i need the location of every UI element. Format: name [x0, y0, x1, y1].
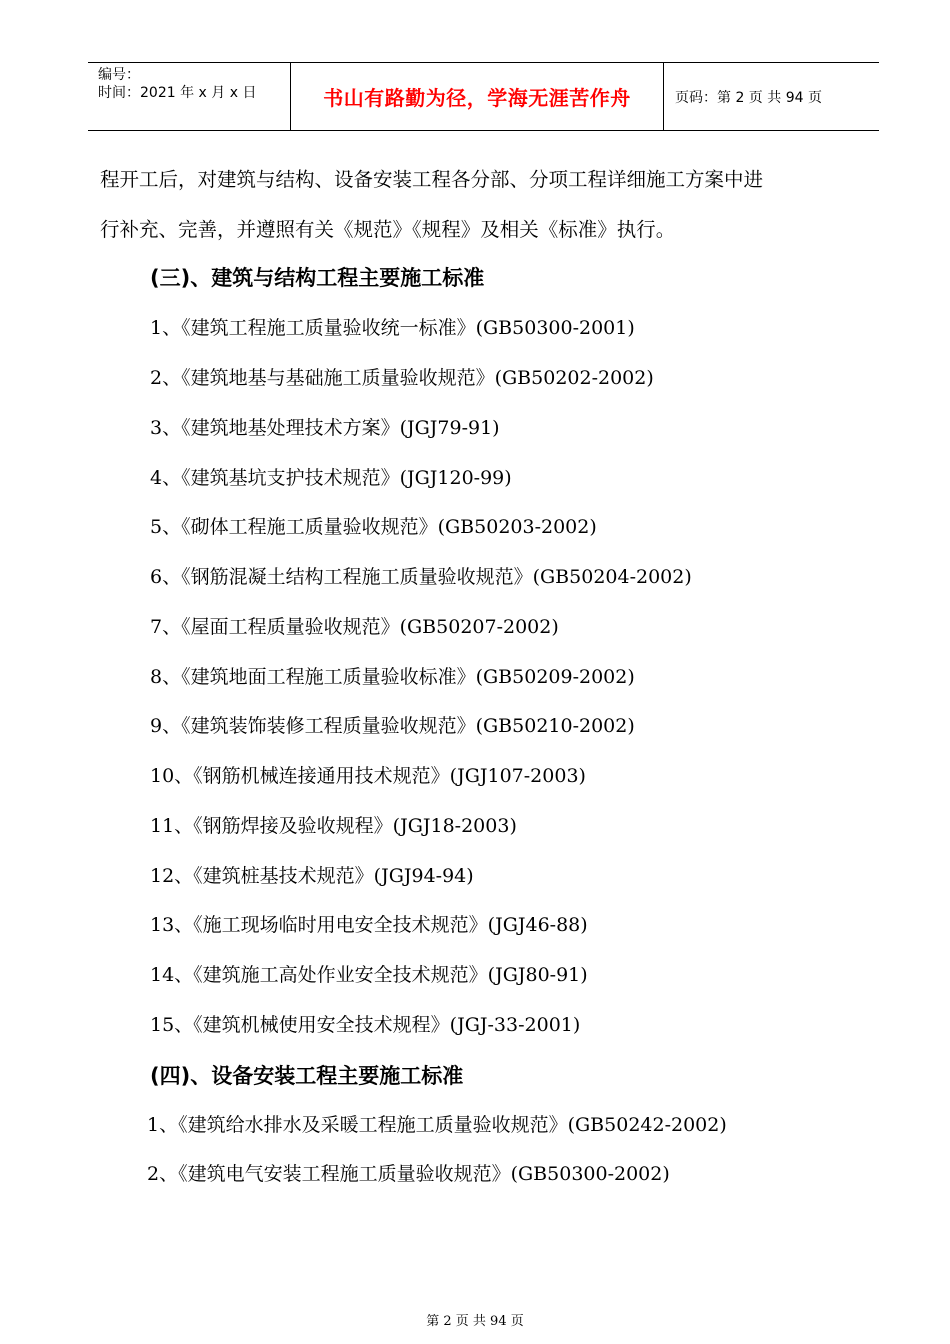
- standard-list-item: 8、《建筑地面工程施工质量验收标准》(GB50209-2002): [150, 666, 635, 688]
- header-meta-cell: [88, 63, 290, 130]
- intro-paragraph-line-1: 程开工后，对建筑与结构、设备安装工程各分部、分项工程详细施工方案中进: [100, 168, 764, 191]
- standard-list-item: 2、《建筑地基与基础施工质量验收规范》(GB50202-2002): [150, 367, 654, 389]
- standard-list-item: 13、《施工现场临时用电安全技术规范》(JGJ46-88): [150, 914, 588, 936]
- standard-list-item: 5、《砌体工程施工质量验收规范》(GB50203-2002): [150, 516, 597, 538]
- standard-list-item: 14、《建筑施工高处作业安全技术规范》(JGJ80-91): [150, 964, 588, 986]
- document-time-label: 时间：2021 年 x 月 x 日: [98, 85, 257, 101]
- standard-list-item: 11、《钢筋焊接及验收规程》(JGJ18-2003): [150, 815, 517, 837]
- header-page-cell: [663, 63, 879, 130]
- header-slogan-cell: [290, 63, 664, 130]
- standard-list-item: 1、《建筑给水排水及采暖工程施工质量验收规范》(GB50242-2002): [147, 1114, 727, 1136]
- standard-list-item: 15、《建筑机械使用安全技术规程》(JGJ-33-2001): [150, 1014, 581, 1036]
- header-slogan: 书山有路勤为径，学海无涯苦作舟: [323, 86, 631, 110]
- standard-list-item: 10、《钢筋机械连接通用技术规范》(JGJ107-2003): [150, 765, 586, 787]
- standard-list-item: 12、《建筑桩基技术规范》(JGJ94-94): [150, 865, 474, 887]
- page-header: [88, 62, 879, 131]
- standard-list-item: 4、《建筑基坑支护技术规范》(JGJ120-99): [150, 467, 512, 489]
- standard-list-item: 1、《建筑工程施工质量验收统一标准》(GB50300-2001): [150, 317, 635, 339]
- section-3-heading: (三)、建筑与结构工程主要施工标准: [150, 266, 485, 290]
- header-page-info: 页码：第 2 页 共 94 页: [675, 89, 822, 106]
- standard-list-item: 6、《钢筋混凝土结构工程施工质量验收规范》(GB50204-2002): [150, 566, 692, 588]
- standard-list-item: 3、《建筑地基处理技术方案》(JGJ79-91): [150, 417, 500, 439]
- page-footer: 第 2 页 共 94 页: [426, 1314, 524, 1329]
- section-4-heading: (四)、设备安装工程主要施工标准: [150, 1064, 464, 1088]
- document-number-label: 编号：: [98, 67, 140, 83]
- standard-list-item: 7、《屋面工程质量验收规范》(GB50207-2002): [150, 616, 559, 638]
- standard-list-item: 2、《建筑电气安装工程施工质量验收规范》(GB50300-2002): [147, 1163, 670, 1185]
- intro-paragraph-line-2: 行补充、完善，并遵照有关《规范》《规程》及相关《标准》执行。: [100, 218, 676, 241]
- standard-list-item: 9、《建筑装饰装修工程质量验收规范》(GB50210-2002): [150, 715, 635, 737]
